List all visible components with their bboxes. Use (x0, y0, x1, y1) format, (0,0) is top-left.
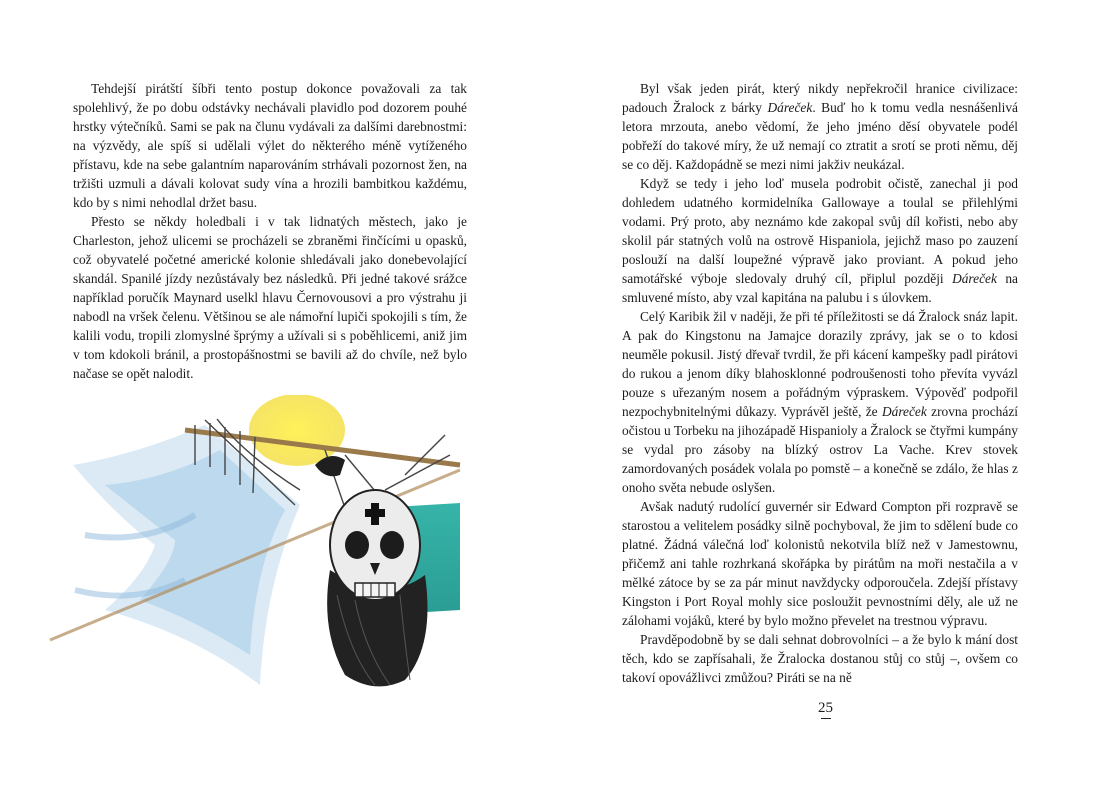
sun (249, 395, 345, 466)
pirate-illustration (45, 395, 475, 700)
page-number: 25 (818, 700, 833, 719)
paragraph: Pravděpodobně by se dali sehnat dobrovolníci – a že bylo k mání dost těch, kdo se zapřísahali, že Žralocka dostanou stůj co stůj –, ovšem co takoví opovážlivci zmůžou? Piráti se na ně (622, 632, 1018, 685)
paragraph: Tehdejší pirátští šíbři tento postup dokonce považovali za tak spolehlivý, že po dobu odstávky nechávali plavidlo pod dozorem pouhé hrstky výtečníků. Sami se pak na člunu vydávali za dalšími darebnostmi: na výzvědy, ale spíš si udělali výlet do některého méně vytíženého přístavu, kde na sebe galantním naparováním strhávali pozornost žen, na tržišti uzmuli a dávali kolovat sudy vína a hrozili bambitkou každému, kdo by s nimi nehodlal držet basu. (73, 81, 467, 210)
left-page (0, 0, 547, 800)
paragraph: Avšak nadutý rudolící guvernér sir Edward Compton při rozpravě se starostou a velitelem posádky silně pochyboval, že jim to sdělení bude co platné. Žádná válečná loď kolonistů nekotvila blíž než v Jamestownu, přičemž ani tahle rozhrkaná skořápka by pirátům na moři nestačila a v mělké zátoce by se za pár minut navždycky odporoučela. Zdejší přístavy Kingston i Port Royal mohly sice posloužit pevnostními děly, ale už ne zálohami vojáků, které by bylo možno převelet na trestnou výpravu. (622, 499, 1018, 628)
left-text-column (73, 79, 467, 383)
page-number-underline (821, 718, 831, 719)
paragraph: Byl však jeden pirát, který nikdy nepřekročil hranice civilizace: padouch Žralock z bárky Dáreček. Buď ho k tomu vedla nesnášenlivá letora mrzouta, anebo vědomí, že jeho jméno děsí obyvatele podél pobřeží do takové míry, že už nemají co ztratit a srotí se proti němu, děj se co děj. Každopádně se mezi nimi jakživ neukázal. (622, 81, 1018, 172)
right-page (548, 0, 1095, 800)
paragraph: Přesto se někdy holedbali i v tak lidnatých městech, jako je Charleston, jehož ulicemi se procházeli se zbraněmi řinčícími u opasků, což obyvatelé početné americké kolonie shledávali jako donebevolající skandál. Spanilé jízdy nezůstávaly bez následků. Při jedné takové srážce například poručík Maynard uselkl hlavu Černovousovi a pro výstrahu ji nabodl na vršek čelenu. Většinou se ale námořní lupiči spokojili s tím, že kalili vodu, tropili zlomyslné šprýmy a užívali si s poběhlicemi, aniž jim v tom kdokoli bránil, a prostopášnostmi se bavili až do chvíle, než bylo načase se opět nalodit. (73, 214, 467, 381)
paragraph: Když se tedy i jeho loď musela podrobit očistě, zanechal ji pod dohledem udatného kormidelníka Gallowaye a toulal se přilehlými vodami. Prý proto, aby neznámo kde zakopal svůj díl kořisti, nebo aby skolil pár statných volů na ostrově Hispaniola, jejichž maso po zauzení poslouží na další loupežné výpravě jako proviant. A pokud jeho samotářské výboje sledovaly druhý cíl, připlul později Dáreček na smluvené místo, aby vzal kapitána na palubu i s úlovkem. (622, 176, 1018, 305)
paragraph: Celý Karibik žil v naději, že při té příležitosti se dá Žralock snáz lapit. A pak do Kingstonu na Jamajce dorazily zprávy, jak se o to kdosi neuměle pokusil. Jistý dřevař tvrdil, že při kácení kampešky padl pirátovi do rukou a jenom díky blahosklonné podroušenosti toho převíta vyvázl pouze s uřezaným nosem a pořádným výpraskem. Výpověď podpořil nezpochybnitelnými důkazy. Vyprávěl ještě, že Dáreček zrovna prochází očistou u Torbeku na jihozápadě Hispanioly a Žralock se čtyřmi kumpány se vydal pro zásoby na blízký ostrov La Vache. Krev stovek zamordovaných posádek volala po pomstě – a konečně se zdálo, že hlas z onoho světa nebude oslyšen. (622, 309, 1018, 495)
right-text-column (622, 79, 1018, 687)
